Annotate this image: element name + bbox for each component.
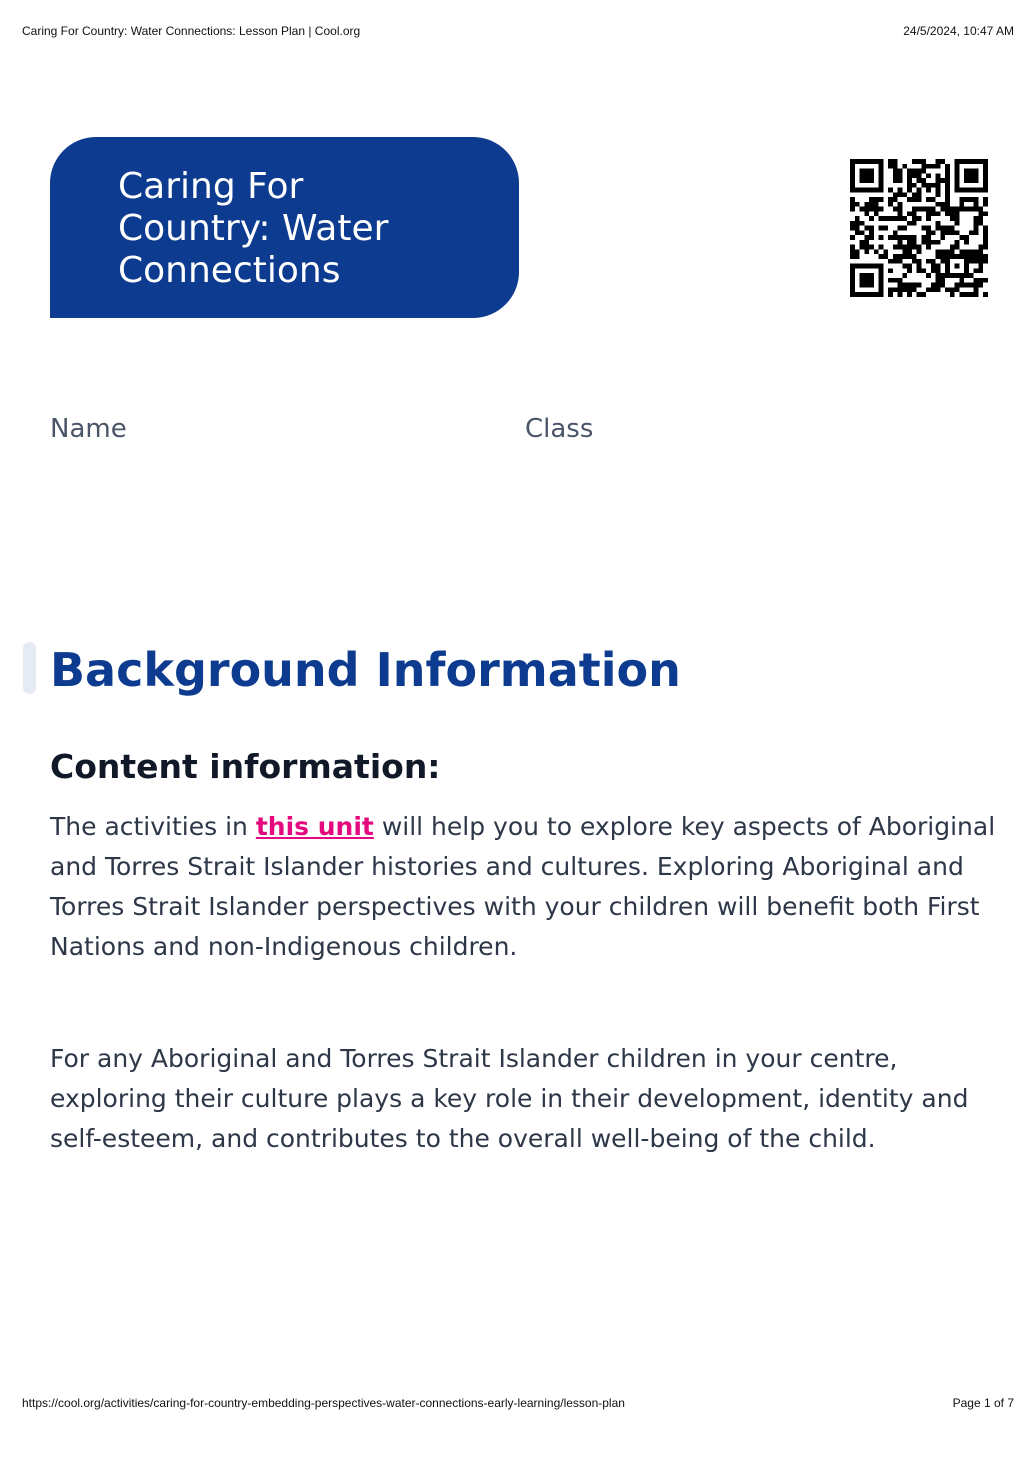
qr-code-icon[interactable] [850, 159, 988, 297]
print-header [22, 24, 1014, 38]
section-heading: Background Information [50, 643, 681, 697]
paragraph-1-rest: will help you to explore key aspects of Aboriginal and Torres Strait Islander histories and cultures. Exploring Aboriginal and Torres Strait Islander perspectives with your children will benefit both First Nations and non-Indigenous children. [50, 812, 996, 961]
lesson-title-line-3: Connections [118, 250, 341, 291]
class-field-label: Class [525, 414, 594, 444]
print-timestamp: 24/5/2024, 10:47 AM [903, 24, 1014, 38]
content-paragraph-1 [50, 807, 1000, 967]
content-information-heading: Content information: [50, 747, 441, 786]
section-marker [23, 642, 36, 694]
lesson-title [118, 166, 459, 292]
name-field-label: Name [50, 414, 127, 444]
print-page-number: Page 1 of 7 [952, 1396, 1014, 1410]
content-paragraph-2: For any Aboriginal and Torres Strait Islander children in your centre, exploring their culture plays a key role in their development, identity and self-esteem, and contributes to the overall well-being of the child. [50, 1044, 969, 1153]
print-url: https://cool.org/activities/caring-for-country-embedding-perspectives-water-connections-early-learning/lesson-plan [22, 1396, 625, 1410]
this-unit-link[interactable]: this unit [255, 812, 374, 841]
paragraph-1-lead: The activities in [50, 812, 256, 841]
lesson-title-line-2: Country: Water [118, 208, 389, 249]
lesson-title-line-1: Caring For [118, 166, 304, 207]
title-card [50, 137, 519, 318]
print-page-title: Caring For Country: Water Connections: Lesson Plan | Cool.org [22, 24, 361, 38]
print-footer [22, 1396, 1014, 1410]
